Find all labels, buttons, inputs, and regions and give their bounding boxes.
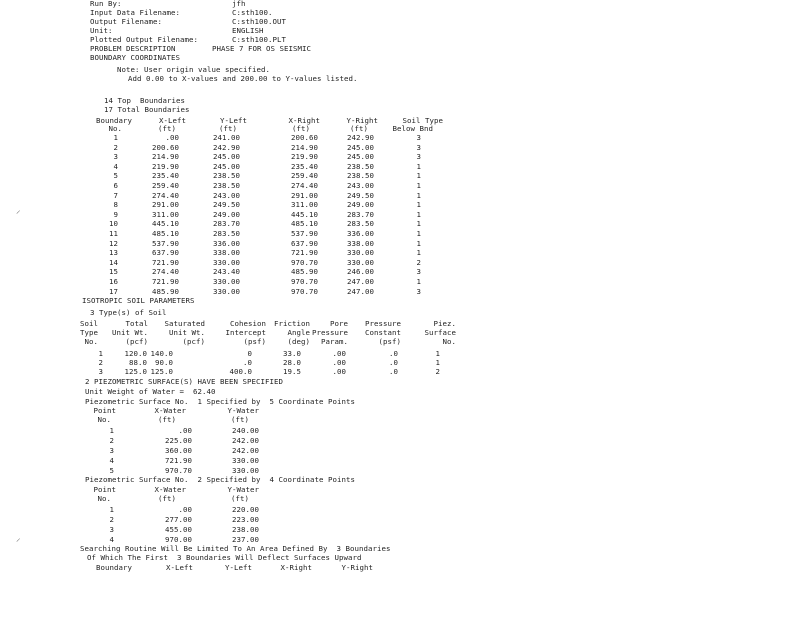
- boundary-cell: 338.00: [347, 239, 374, 248]
- boundary-no: 10: [109, 219, 118, 228]
- boundary-cell: 970.70: [291, 277, 318, 286]
- boundary-cell: 291.00: [291, 191, 318, 200]
- boundary-cell: 238.50: [347, 171, 374, 180]
- soil-cell: 2: [435, 367, 440, 376]
- piezo-cell: 455.00: [165, 525, 192, 534]
- soil-header: Soil: [80, 319, 98, 328]
- run-by-label: Run By:: [90, 0, 122, 8]
- piezo-subheader: (ft): [158, 494, 176, 503]
- piezo-point-no: 2: [109, 436, 114, 445]
- punch-hole-mark: ⸝: [16, 206, 21, 216]
- boundary-cell: 249.50: [347, 191, 374, 200]
- input-filename-label: Input Data Filename:: [90, 8, 180, 17]
- boundary-cell: 235.40: [152, 171, 179, 180]
- problem-description-value: PHASE 7 FOR OS SEISMIC: [212, 44, 311, 53]
- boundary-header: Boundary: [96, 116, 132, 125]
- output-filename-label: Output Filename:: [90, 17, 162, 26]
- soil-cell: 28.0: [283, 358, 301, 367]
- boundary-cell: 1: [416, 171, 421, 180]
- boundary-no: 16: [109, 277, 118, 286]
- soil-header: Intercept: [225, 328, 266, 337]
- boundary-no: 15: [109, 267, 118, 276]
- boundary-no: 5: [113, 171, 118, 180]
- soil-header: Pressure: [312, 328, 348, 337]
- boundary-cell: 485.90: [152, 287, 179, 296]
- piezo-point-no: 2: [109, 515, 114, 524]
- boundary-cell: 330.00: [213, 258, 240, 267]
- soil-header: Saturated: [164, 319, 205, 328]
- boundary-cell: 3: [416, 152, 421, 161]
- boundary-subheader: Below Bnd: [392, 124, 433, 133]
- boundary-cell: 721.90: [152, 258, 179, 267]
- piezo-surface-2-title: Piezometric Surface No. 2 Specified by 4 Coordinate Points: [85, 475, 355, 484]
- soil-header: Constant: [365, 328, 401, 337]
- piezo-header: X-Water: [154, 406, 186, 415]
- boundary-cell: 200.60: [152, 143, 179, 152]
- boundary-cell: 241.00: [213, 133, 240, 142]
- run-by-value: jfh: [232, 0, 246, 8]
- soil-header: Unit Wt.: [169, 328, 205, 337]
- boundary-header: X-Left: [159, 116, 186, 125]
- boundary-no: 7: [113, 191, 118, 200]
- soil-cell: 90.0: [155, 358, 173, 367]
- piezo-cell: 240.00: [232, 426, 259, 435]
- boundary-cell: 311.00: [291, 200, 318, 209]
- punch-hole-mark: ⸝: [16, 534, 21, 544]
- piezo-subheader: No.: [97, 494, 111, 503]
- boundary-no: 17: [109, 287, 118, 296]
- boundary-cell: 238.50: [213, 171, 240, 180]
- soil-section-title: ISOTROPIC SOIL PARAMETERS: [82, 296, 195, 305]
- piezo-point-no: 4: [109, 535, 114, 544]
- piezo-cell: 220.00: [232, 505, 259, 514]
- soil-header: No.: [84, 337, 98, 346]
- boundary-cell: 3: [416, 143, 421, 152]
- boundary-cell: 243.00: [347, 181, 374, 190]
- piezo-cell: 970.00: [165, 535, 192, 544]
- boundary-cell: 970.70: [291, 258, 318, 267]
- piezo-cell: .00: [178, 426, 192, 435]
- boundary-note-2: Add 0.00 to X-values and 200.00 to Y-values listed.: [128, 74, 358, 83]
- boundary-cell: 291.00: [152, 200, 179, 209]
- boundary-cell: 1: [416, 277, 421, 286]
- boundary-cell: 283.50: [347, 219, 374, 228]
- soil-header: (pcf): [125, 337, 148, 346]
- boundary-cell: 1: [416, 219, 421, 228]
- piezo-cell: 223.00: [232, 515, 259, 524]
- boundary-cell: 336.00: [347, 229, 374, 238]
- piezo-cell: 330.00: [232, 466, 259, 475]
- problem-description-label: PROBLEM DESCRIPTION: [90, 44, 176, 53]
- boundary-no: 2: [113, 143, 118, 152]
- boundary-cell: 3: [416, 267, 421, 276]
- boundary-cell: 274.40: [152, 191, 179, 200]
- input-filename-value: C:sth100.: [232, 8, 273, 17]
- unit-label: Unit:: [90, 26, 113, 35]
- soil-header: Piez.: [433, 319, 456, 328]
- unit-value: ENGLISH: [232, 26, 264, 35]
- boundary-section-title: BOUNDARY COORDINATES: [90, 53, 180, 62]
- boundary-cell: 1: [416, 210, 421, 219]
- boundary-cell: 1: [416, 162, 421, 171]
- boundary-cell: 214.90: [291, 143, 318, 152]
- soil-header: Pore: [330, 319, 348, 328]
- boundary-cell: 330.00: [347, 258, 374, 267]
- piezo-header: Point: [93, 406, 116, 415]
- boundary-cell: 243.40: [213, 267, 240, 276]
- boundary-cell: 1: [416, 181, 421, 190]
- boundary-cell: 330.00: [213, 287, 240, 296]
- boundary-subheader: (ft): [292, 124, 310, 133]
- boundary-cell: 283.70: [213, 219, 240, 228]
- boundary-cell: 259.40: [291, 171, 318, 180]
- boundary-cell: 970.70: [291, 287, 318, 296]
- piezo-point-no: 4: [109, 456, 114, 465]
- piezo-cell: 721.90: [165, 456, 192, 465]
- soil-cell: 120.0: [124, 349, 147, 358]
- soil-type-count: 3 Type(s) of Soil: [90, 308, 167, 317]
- soil-cell: 125.0: [150, 367, 173, 376]
- piezo-point-no: 1: [109, 505, 114, 514]
- boundary-cell: 235.40: [291, 162, 318, 171]
- soil-header: Angle: [287, 328, 310, 337]
- soil-cell: 33.0: [283, 349, 301, 358]
- boundary-cell: 274.40: [291, 181, 318, 190]
- piezo-header: Point: [93, 485, 116, 494]
- boundary-cell: 445.10: [291, 210, 318, 219]
- boundary-cell: 246.00: [347, 267, 374, 276]
- search-header: X-Left: [166, 563, 193, 572]
- boundary-cell: 247.00: [347, 287, 374, 296]
- boundary-cell: 245.00: [213, 152, 240, 161]
- boundary-no: 4: [113, 162, 118, 171]
- boundary-header: X-Right: [288, 116, 320, 125]
- boundary-cell: 283.70: [347, 210, 374, 219]
- boundary-header: Y-Left: [220, 116, 247, 125]
- piezo-subheader: (ft): [158, 415, 176, 424]
- piezo-cell: 242.00: [232, 436, 259, 445]
- piezo-cell: 242.00: [232, 446, 259, 455]
- boundary-cell: 219.90: [152, 162, 179, 171]
- soil-type-no: 1: [98, 349, 103, 358]
- boundary-cell: 200.60: [291, 133, 318, 142]
- search-limit-line-2: Of Which The First 3 Boundaries Will Deflect Surfaces Upward: [87, 553, 362, 562]
- boundary-cell: 637.90: [152, 248, 179, 257]
- piezometric-specified: 2 PIEZOMETRIC SURFACE(S) HAVE BEEN SPECIFIED: [85, 377, 283, 386]
- boundary-cell: 238.50: [347, 162, 374, 171]
- boundary-no: 6: [113, 181, 118, 190]
- piezo-header: Y-Water: [227, 406, 259, 415]
- boundary-cell: 485.10: [291, 219, 318, 228]
- piezo-header: X-Water: [154, 485, 186, 494]
- search-header: Boundary: [96, 563, 132, 572]
- boundary-cell: 445.10: [152, 219, 179, 228]
- boundary-cell: 1: [416, 248, 421, 257]
- boundary-no: 3: [113, 152, 118, 161]
- soil-header: Param.: [321, 337, 348, 346]
- boundary-cell: 330.00: [347, 248, 374, 257]
- boundary-cell: 537.90: [291, 229, 318, 238]
- piezo-cell: 225.00: [165, 436, 192, 445]
- boundary-cell: 249.00: [347, 200, 374, 209]
- boundary-cell: 243.00: [213, 191, 240, 200]
- soil-header: Pressure: [365, 319, 401, 328]
- soil-cell: .0: [389, 367, 398, 376]
- top-boundaries-count: 14 Top Boundaries: [104, 96, 185, 105]
- soil-cell: 400.0: [229, 367, 252, 376]
- search-header: X-Right: [280, 563, 312, 572]
- soil-header: (pcf): [182, 337, 205, 346]
- piezo-point-no: 1: [109, 426, 114, 435]
- boundary-cell: 1: [416, 239, 421, 248]
- piezo-cell: 330.00: [232, 456, 259, 465]
- boundary-cell: 3: [416, 287, 421, 296]
- boundary-cell: 311.00: [152, 210, 179, 219]
- soil-cell: .00: [332, 349, 346, 358]
- boundary-cell: .00: [165, 133, 179, 142]
- boundary-cell: 247.00: [347, 277, 374, 286]
- soil-header: Friction: [274, 319, 310, 328]
- boundary-cell: 283.50: [213, 229, 240, 238]
- output-filename-value: C:sth100.OUT: [232, 17, 286, 26]
- soil-header: (deg): [287, 337, 310, 346]
- piezo-subheader: (ft): [231, 494, 249, 503]
- boundary-no: 1: [113, 133, 118, 142]
- boundary-cell: 721.90: [152, 277, 179, 286]
- boundary-subheader: (ft): [350, 124, 368, 133]
- boundary-cell: 1: [416, 200, 421, 209]
- boundary-cell: 485.90: [291, 267, 318, 276]
- boundary-cell: 259.40: [152, 181, 179, 190]
- piezo-subheader: No.: [97, 415, 111, 424]
- soil-header: (psf): [378, 337, 401, 346]
- piezo-cell: .00: [178, 505, 192, 514]
- search-header: Y-Left: [225, 563, 252, 572]
- soil-header: Total: [125, 319, 148, 328]
- piezo-subheader: (ft): [231, 415, 249, 424]
- boundary-no: 8: [113, 200, 118, 209]
- unit-weight-of-water: Unit Weight of Water = 62.40: [85, 387, 216, 396]
- boundary-cell: 249.50: [213, 200, 240, 209]
- boundary-cell: 537.90: [152, 239, 179, 248]
- boundary-no: 14: [109, 258, 118, 267]
- piezo-surface-1-title: Piezometric Surface No. 1 Specified by 5 Coordinate Points: [85, 397, 355, 406]
- soil-header: Type: [80, 328, 98, 337]
- boundary-cell: 637.90: [291, 239, 318, 248]
- boundary-cell: 721.90: [291, 248, 318, 257]
- boundary-cell: 336.00: [213, 239, 240, 248]
- boundary-header: Y-Right: [346, 116, 378, 125]
- boundary-cell: 1: [416, 229, 421, 238]
- soil-cell: .0: [243, 358, 252, 367]
- piezo-point-no: 3: [109, 446, 114, 455]
- soil-cell: .00: [332, 358, 346, 367]
- boundary-no: 13: [109, 248, 118, 257]
- soil-type-no: 2: [98, 358, 103, 367]
- piezo-cell: 277.00: [165, 515, 192, 524]
- soil-header: No.: [442, 337, 456, 346]
- piezo-cell: 237.00: [232, 535, 259, 544]
- boundary-cell: 274.40: [152, 267, 179, 276]
- boundary-cell: 219.90: [291, 152, 318, 161]
- piezo-cell: 970.70: [165, 466, 192, 475]
- boundary-no: 9: [113, 210, 118, 219]
- boundary-cell: 330.00: [213, 277, 240, 286]
- piezo-cell: 238.00: [232, 525, 259, 534]
- boundary-subheader: No.: [108, 124, 122, 133]
- soil-type-no: 3: [98, 367, 103, 376]
- piezo-point-no: 5: [109, 466, 114, 475]
- piezo-header: Y-Water: [227, 485, 259, 494]
- boundary-cell: 242.90: [213, 143, 240, 152]
- boundary-cell: 238.50: [213, 181, 240, 190]
- plot-filename-value: C:sth100.PLT: [232, 35, 286, 44]
- search-header: Y-Right: [341, 563, 373, 572]
- boundary-no: 11: [109, 229, 118, 238]
- soil-header: Cohesion: [230, 319, 266, 328]
- boundary-cell: 249.00: [213, 210, 240, 219]
- soil-cell: 125.0: [124, 367, 147, 376]
- soil-cell: .00: [332, 367, 346, 376]
- boundary-cell: 242.90: [347, 133, 374, 142]
- soil-cell: 19.5: [283, 367, 301, 376]
- boundary-cell: 245.00: [347, 143, 374, 152]
- soil-cell: .0: [389, 358, 398, 367]
- boundary-header: Soil Type: [402, 116, 443, 125]
- boundary-cell: 338.00: [213, 248, 240, 257]
- soil-cell: 88.0: [129, 358, 147, 367]
- soil-cell: 1: [435, 349, 440, 358]
- piezo-point-no: 3: [109, 525, 114, 534]
- piezo-cell: 360.00: [165, 446, 192, 455]
- soil-cell: 0: [247, 349, 252, 358]
- soil-cell: 1: [435, 358, 440, 367]
- boundary-cell: 214.90: [152, 152, 179, 161]
- soil-header: Unit Wt.: [112, 328, 148, 337]
- boundary-cell: 485.10: [152, 229, 179, 238]
- boundary-cell: 1: [416, 191, 421, 200]
- boundary-note-1: Note: User origin value specified.: [117, 65, 270, 74]
- boundary-cell: 2: [416, 258, 421, 267]
- plot-filename-label: Plotted Output Filename:: [90, 35, 198, 44]
- boundary-cell: 245.00: [347, 152, 374, 161]
- soil-header: Surface: [424, 328, 456, 337]
- soil-cell: 140.0: [150, 349, 173, 358]
- boundary-subheader: (ft): [158, 124, 176, 133]
- boundary-no: 12: [109, 239, 118, 248]
- boundary-cell: 245.00: [213, 162, 240, 171]
- boundary-cell: 3: [416, 133, 421, 142]
- boundary-subheader: (ft): [219, 124, 237, 133]
- soil-header: (psf): [243, 337, 266, 346]
- soil-cell: .0: [389, 349, 398, 358]
- search-limit-line-1: Searching Routine Will Be Limited To An Area Defined By 3 Boundaries: [80, 544, 391, 553]
- total-boundaries-count: 17 Total Boundaries: [104, 105, 190, 114]
